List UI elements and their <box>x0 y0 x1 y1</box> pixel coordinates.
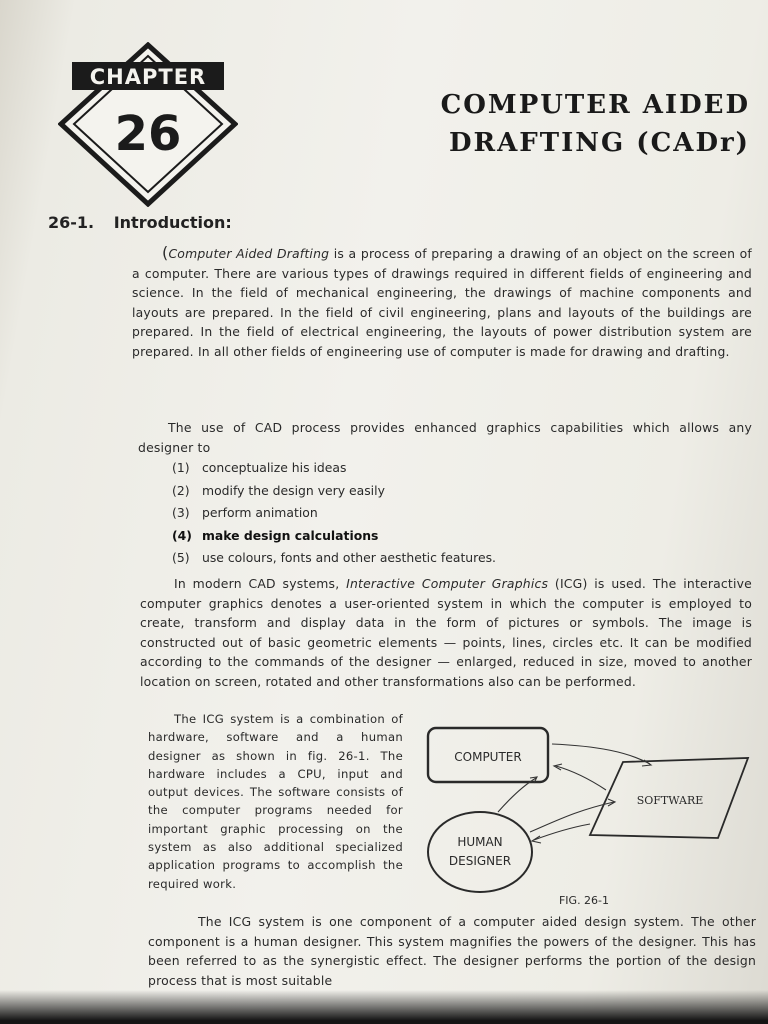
list-item <box>172 460 496 483</box>
list-item-number: (4) <box>172 527 192 543</box>
chapter-badge <box>58 42 238 207</box>
software-box <box>590 758 748 838</box>
list-item <box>172 550 496 573</box>
computer-box <box>428 728 548 782</box>
paragraph-3-text-a: In modern CAD systems, <box>174 576 347 591</box>
human-label: HUMAN <box>457 835 503 849</box>
human-designer-circle <box>428 812 532 892</box>
software-label: SOFTWARE <box>636 794 704 807</box>
list-item-text: modify the design very easily <box>202 482 385 498</box>
paragraph-3 <box>140 574 752 692</box>
list-item-text: use colours, fonts and other aesthetic features. <box>202 550 496 566</box>
paragraph-5 <box>148 912 756 990</box>
chapter-title <box>441 86 750 162</box>
chapter-number: 26 <box>114 106 182 162</box>
list-item-text: perform animation <box>202 505 318 521</box>
chapter-title-line-1: COMPUTER AIDED <box>440 90 750 120</box>
section-heading <box>48 213 232 232</box>
paragraph-4-text: The ICG system is a combination of hardware, software and a human designer as shown in fig. 26-1. The hardware includes a CPU, input and output devices. The software consists of the computer programs needed for important graphic processing on the system as also additional specialized application programs to accomplish the required work. <box>148 712 403 891</box>
term-cad: Computer Aided Drafting <box>168 246 330 261</box>
section-number: 26-1. <box>48 213 95 232</box>
paragraph-1 <box>132 243 752 362</box>
paragraph-2-text: The use of CAD process provides enhanced graphics capabilities which allows any designer to <box>138 420 752 455</box>
paragraph-4 <box>148 710 403 893</box>
chapter-label: CHAPTER <box>89 65 207 89</box>
list-item <box>172 483 496 506</box>
list-item-number: (5) <box>172 550 190 566</box>
figure-caption: FIG. 26-1 <box>558 894 610 907</box>
list-item-number: (2) <box>172 482 190 498</box>
designer-label: DESIGNER <box>448 854 512 868</box>
capabilities-list <box>172 460 496 573</box>
computer-label: COMPUTER <box>454 750 522 764</box>
page-edge-shadow <box>0 990 768 1024</box>
paragraph-2 <box>138 418 752 457</box>
paragraph-3-text-b: (ICG) is used. The interactive computer graphics denotes a user-oriented system in which the computer is employed to create, transform and display data in the form of pictures or symbols. The image is constructed out of basic geometric elements — points, lines, circles etc. It can be modified according to the commands of the designer — enlarged, reduced in size, moved to another location on screen, rotated and other transformations also can be performed. <box>140 576 752 689</box>
term-icg: Interactive Computer Graphics <box>346 576 549 591</box>
chapter-title-line-2: DRAFTING (CADr) <box>448 128 750 158</box>
paren-mark: ( <box>162 243 169 262</box>
list-item-number: (1) <box>172 460 190 475</box>
list-item-number: (3) <box>172 505 190 521</box>
list-item-text: make design calculations <box>202 527 379 543</box>
list-item <box>172 505 496 528</box>
paragraph-5-text: The ICG system is one component of a computer aided design system. The other component is a human designer. This system magnifies the powers of the designer. This has been referred to as the synergistic effect. The designer performs the portion of the design process that is most suitable <box>148 914 756 988</box>
figure-icg-system <box>418 720 758 920</box>
paragraph-1-text: is a process of preparing a drawing of an object on the screen of a computer. There are various types of drawings required in different fields of engineering and science. In the field of mechanical engineering, the drawings of machine components and layouts are prepared. In the field of civil engineering, plans and layouts of the buildings are prepared. In the field of electrical engineering, the layouts of power distribution system are prepared. In all other fields of engineering use of computer is made for drawing and drafting. <box>132 246 752 359</box>
list-item <box>172 528 496 551</box>
section-title: Introduction: <box>113 213 232 232</box>
list-item-text: conceptualize his ideas <box>202 460 347 475</box>
